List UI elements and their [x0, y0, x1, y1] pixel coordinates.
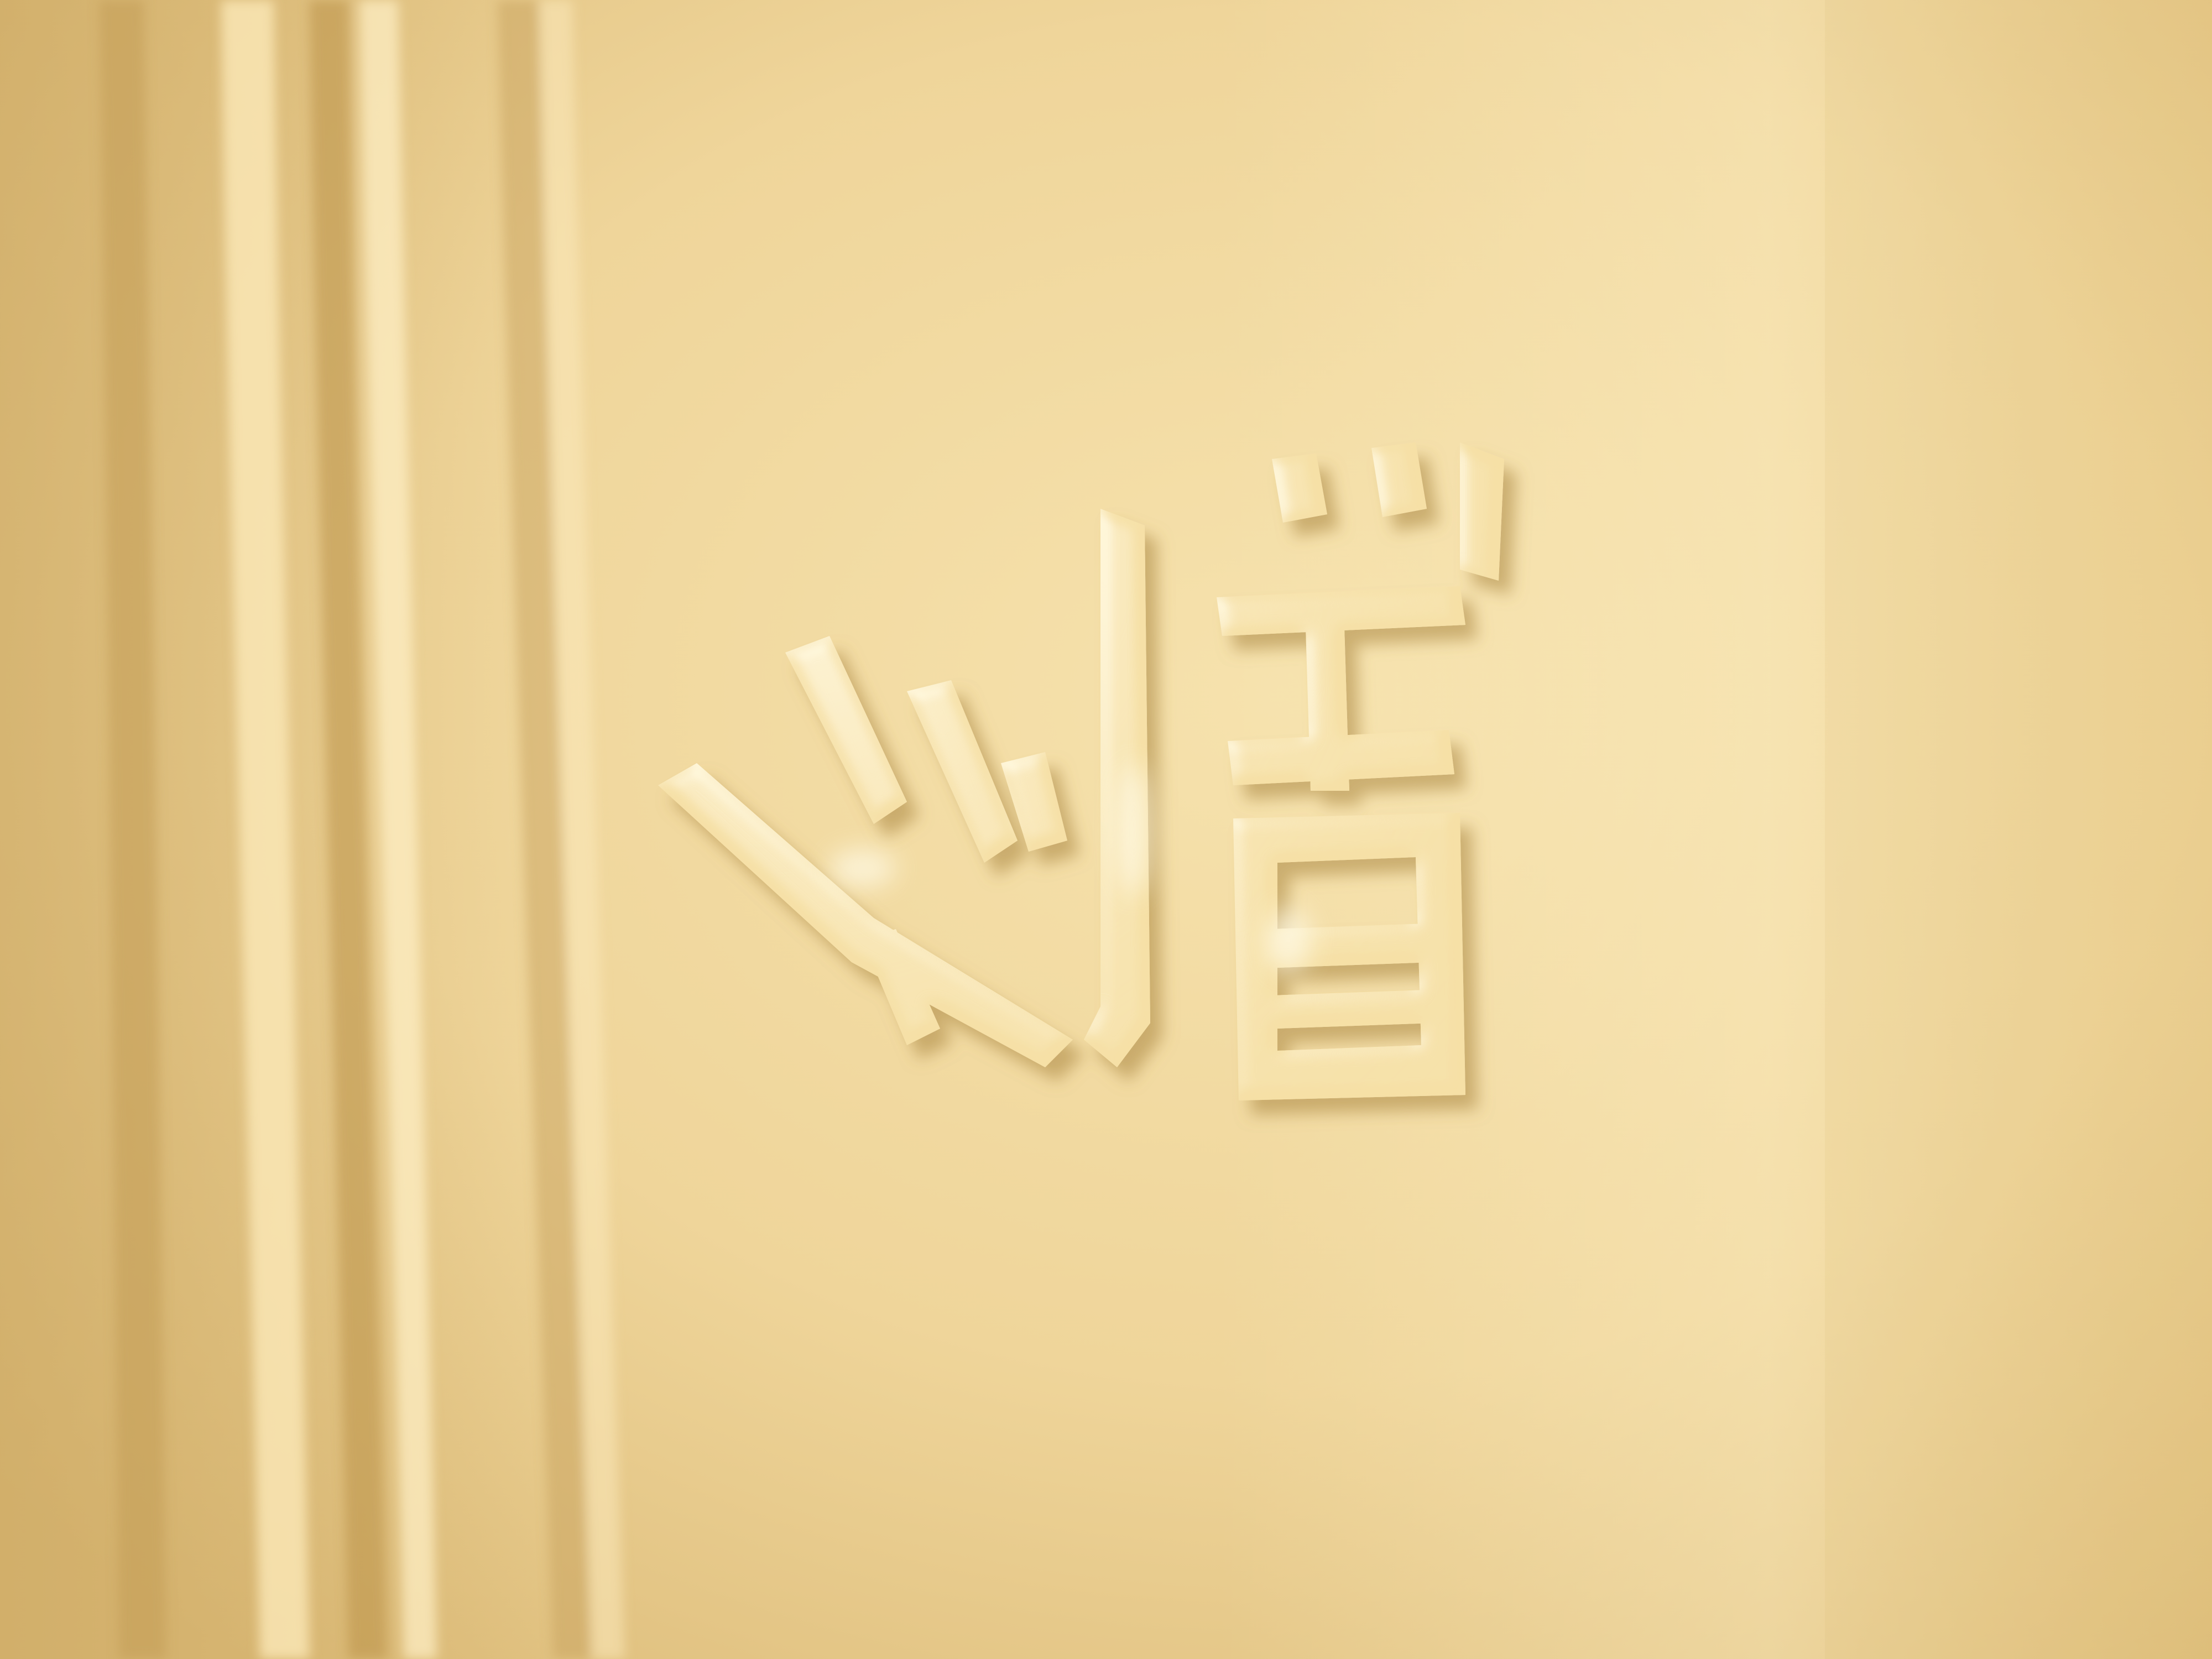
emboss-dot-3 [1460, 442, 1504, 581]
glint-2 [1117, 763, 1150, 896]
emboss-box-bar-2 [1272, 990, 1432, 1029]
glint-1 [830, 849, 896, 888]
glint-3 [1266, 907, 1311, 973]
top-right-warm [1825, 0, 2212, 1659]
